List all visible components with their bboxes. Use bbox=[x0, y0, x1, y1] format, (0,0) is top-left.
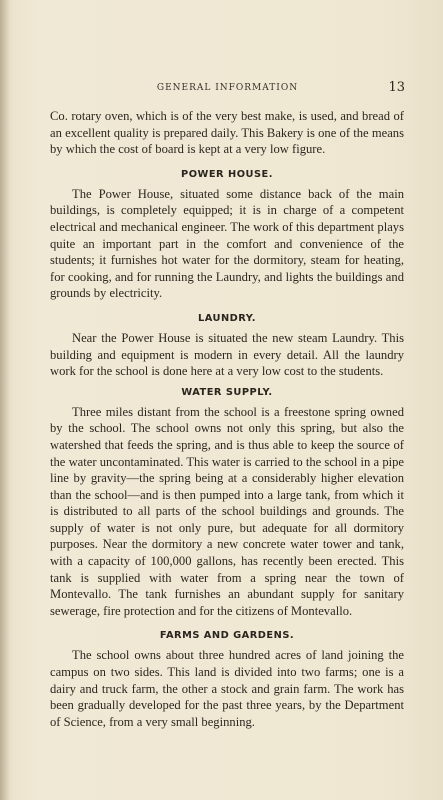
binding-shadow bbox=[0, 0, 10, 800]
running-head bbox=[50, 80, 405, 100]
paragraph-laundry: Near the Power House is situated the new steam Laundry. This building and equipment is modern in every detail. All the laundry work for the school is done here at a very low cost to the students. bbox=[50, 330, 404, 379]
running-title: GENERAL INFORMATION bbox=[156, 83, 299, 93]
paragraph-power-house: The Power House, situated some distance back of the main buildings, is completely equipped; it is in charge of a competent electrical and mechanical engineer. The work of this department plays quite an important part in the comfort and convenience of the students; it furnishes hot water for the dormitory, steam for heating, for cooking, and for running the Laundry, and lights the buildings and grounds by electricity. bbox=[50, 186, 404, 301]
heading-laundry: LAUNDRY. bbox=[197, 312, 256, 324]
heading-power-house: POWER HOUSE. bbox=[181, 168, 273, 180]
paragraph-bakery-continued: Co. rotary oven, which is of the very best make, is used, and bread of an excellent quality is prepared daily. This Bakery is one of the means by which the cost of board is kept at a very low figure. bbox=[50, 109, 404, 157]
paragraph-farms-and-gardens: The school owns about three hundred acres of land joining the campus on two sides. This land is divided into two farms; one is a dairy and truck farm, the other a stock and grain farm. The work has been gradually developed for the past three years, by the Department of Science, from a very small beginning. bbox=[50, 648, 404, 729]
paragraph-water-supply: Three miles distant from the school is a freestone spring owned by the school. The school owns not only this spring, but also the watershed that feeds the spring, and is thus able to keep the source of the water uncontaminated. This water is carried to the school in a pipe line by gravity—the spring being at a considerably higher elevation than the school—and is then pumped into a large tank, from which it is distributed to all parts of the school buildings and grounds. The supply of water is not only pure, but adequate for all dormitory purposes. Near the dormitory a new concrete water tower and tank, with a capacity of 100,000 gallons, has recently been erected. This tank is supplied with water from a spring near the town of Montevallo. The tank furnishes an abundant supply for sanitary sewerage, fire protection and for the citizens of Montevallo. bbox=[50, 404, 404, 618]
heading-water-supply: WATER SUPPLY. bbox=[181, 386, 273, 398]
page-content bbox=[50, 108, 404, 730]
page-number: 13 bbox=[388, 80, 405, 95]
heading-farms-and-gardens: FARMS AND GARDENS. bbox=[159, 630, 295, 642]
